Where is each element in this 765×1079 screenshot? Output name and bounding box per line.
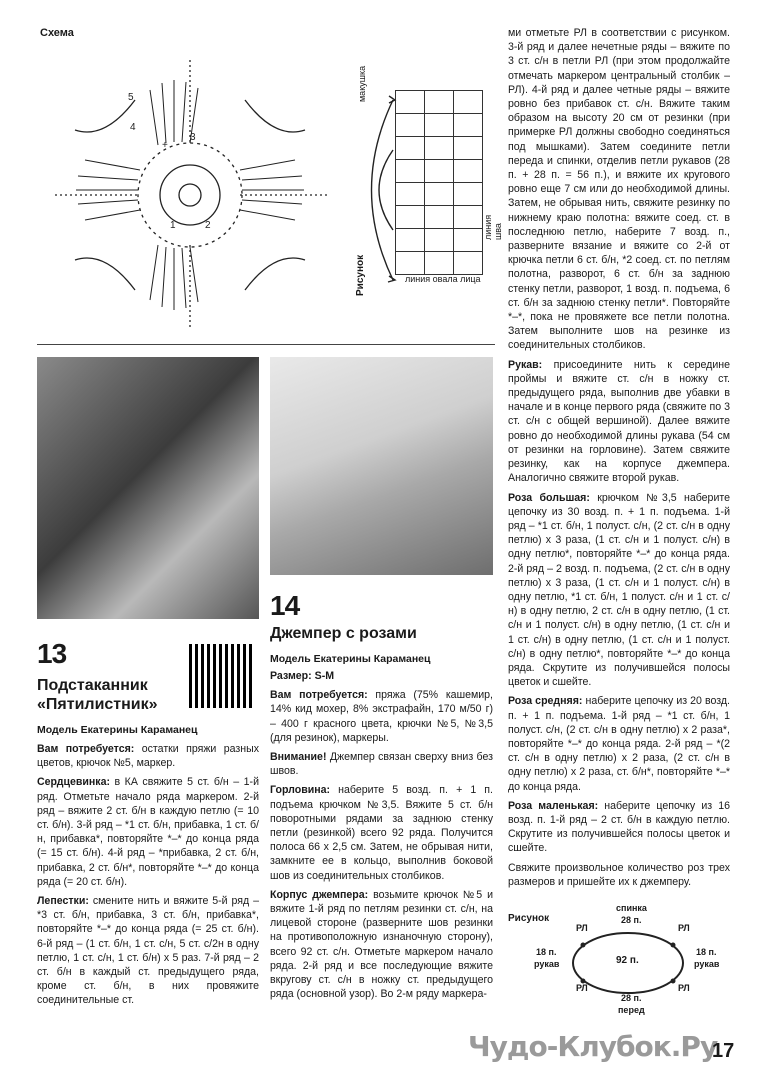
- rl-top-right: РЛ: [678, 923, 690, 933]
- crochet-schema-diagram: [40, 30, 340, 335]
- sleeve-label: Рукав:: [508, 358, 543, 371]
- coaster-photo: [37, 357, 259, 619]
- watermark: Чудо-Клубок.Ру: [468, 1030, 718, 1063]
- rose-small-text: наберите цепочку из 16 возд. п. 1-й ряд – 2 ст. б/н в каждую петлю. Скрутите из получившейся полосы цветок и сшейте.: [508, 799, 730, 855]
- qr-code[interactable]: [189, 644, 253, 708]
- rose-small-paragraph: [508, 799, 730, 856]
- article-13-core-text: в КА свяжите 5 ст. б/н – 1-й ряд. Отметьте начало ряда маркером. 2-й ряд – вяжите 2 ст. б/н в каждую петлю (= 10 ст. б/н). 3-й ряд – *1 ст. б/н, прибавка, 1 ст. б/н, прибавка*, повторяйте *–* до конца ряда (= 15 ст. б/н). 4-й ряд – *прибавка, 2 ст. б/н, прибавка, 2 ст. б/н*, повторяйте *–* до конца ряда (= 20 ст. б/н).: [37, 776, 259, 888]
- article-13: [37, 638, 259, 1013]
- oval-bottom-count: 28 п.: [621, 993, 642, 1003]
- svg-text:4: 4: [130, 122, 136, 133]
- oval-bottom-label: перед: [618, 1005, 645, 1015]
- article-13-petals: [37, 894, 259, 1008]
- pattern-grid-figure: [345, 60, 503, 340]
- article-14-needs-text: пряжа (75% кашемир, 14% кид мохер, 8% экстрафайн, 170 м/50 г) – 400 г красного цвета, крючки №5, №3,5 (для резинок), маркеры.: [270, 689, 494, 744]
- article-14-number: 14: [270, 590, 300, 621]
- article-14-needs-label: Вам потребуется:: [270, 689, 368, 702]
- sleeve-paragraph: [508, 358, 730, 486]
- article-13-number: 13: [37, 638, 67, 669]
- rl-top-left: РЛ: [576, 923, 588, 933]
- rose-big-paragraph: [508, 491, 730, 690]
- article-14-body-label: Корпус джемпера:: [270, 888, 369, 901]
- article-14-size-value: S-M: [314, 670, 335, 682]
- rl-bottom-left: РЛ: [576, 983, 588, 993]
- article-14: [270, 590, 493, 1006]
- article-13-title: Подстаканник «Пятилистник»: [37, 677, 158, 713]
- svg-text:1: 1: [170, 220, 176, 231]
- sleeve-text: присоедините нить к середине проймы и вяжите ст. с/н в ножку ст. предыдущего ряда, выполнив две убавки в начале и в конце первого ряда (свяжите по 3 ст. с/н с общей вершиной). Далее вяжите ровно до необходимой длины рукава (54 см от резинки на горловине). Затем свяжите резинку, как на корпусе джемпера. Аналогично свяжите второй рукав.: [508, 358, 730, 485]
- rose-mid-text: наберите цепочку из 20 возд. п. + 1 п. подъема. 1-й ряд – *1 ст. б/н, 1 полуст. с/н, (2 ст. с/н в одну петлю) х 2 раза*, повторяйте *–* до конца ряда. 2-й ряд – *(2 ст. с/н в одну петлю) х 2 раза, (2 ст. с/н в одну петлю) х 2 раза, ст. б/н*, повторяйте *–* до конца ряда.: [508, 695, 730, 793]
- article-14-title: Джемпер с розами: [270, 625, 417, 642]
- oval-top-count: 28 п.: [621, 915, 642, 925]
- rose-mid-paragraph: [508, 694, 730, 793]
- oval-right-label: рукав: [694, 959, 720, 969]
- page-number: 17: [712, 1040, 735, 1062]
- svg-text:3: 3: [190, 132, 196, 143]
- article-14-attention-text: Джемпер связан сверху вниз без швов.: [270, 751, 493, 778]
- article-14-size: [270, 669, 493, 683]
- article-14-neck-text: наберите 5 возд. п. + 1 п. подъема крючком №3,5. Вяжите 5 ст. б/н поворотными рядами за заднюю стенку петли (резинкой) всего 92 ряда. Получится полоса 66 х 2,5 см. Затем, не обрывая нити, замкните ее в кольцо, выполнив боковой шов из соединительных столбиков.: [270, 784, 493, 882]
- right-column: [508, 26, 730, 894]
- jumper-photo: [270, 357, 493, 575]
- article-14-size-label: Размер:: [270, 670, 312, 682]
- label-oval: линия овала лица: [405, 274, 481, 284]
- article-13-model: Модель Екатерины Караманец: [37, 724, 198, 736]
- article-13-core-label: Сердцевинка:: [37, 776, 111, 789]
- article-14-body: [270, 888, 493, 1002]
- arrow-curve-icon: [345, 90, 400, 290]
- rl-bottom-right: РЛ: [678, 983, 690, 993]
- oval-center-count: 92 п.: [616, 955, 639, 966]
- schema-label: Схема: [40, 27, 74, 39]
- oval-right-count: 18 п.: [696, 947, 717, 957]
- article-14-neck: [270, 783, 493, 882]
- article-13-needs-text: остатки пряжи разных цветов, крючок №5, маркер.: [37, 743, 260, 770]
- section-divider: [37, 344, 495, 345]
- rose-mid-label: Роза средняя:: [508, 695, 583, 708]
- oval-left-count: 18 п.: [536, 947, 557, 957]
- rose-big-text: крючком №3,5 наберите цепочку из 30 возд. п. + 1 п. подъема. 1-й ряд – *1 ст. б/н, 1 полуст. с/н, (2 ст. с/н в одну петлю) х 3 раза, (1 ст. с/н и 1 полуст. с/н) в одну петлю*, повторяйте *–* до конца ряда. 2-й ряд – 2 возд. п. подъема, (2 ст. с/н в одну петлю) х 3 раза, (1 ст. с/н и 1 полуст. с/н) в одну петлю, *1 ст. б/н, 1 полуст. с/н и 1 ст. с/н) в одну петлю, 2 ст. с/н в одну петлю, (1 ст. с/н и 1 полуст. с/н) в одну петлю, (1 ст. с/н и 1 ст. с/н) в одну петлю, (1 ст. с/н и 1 полуст. с/н) в одну петлю*, повторяйте *–* до конца ряда. Скрутите из получившейся полосы цветок и сшейте.: [508, 491, 730, 689]
- label-seam: линия шва: [483, 214, 503, 240]
- article-14-needs: [270, 688, 493, 745]
- label-drawing: Рисунок: [355, 254, 366, 296]
- oval-left-label: рукав: [534, 959, 560, 969]
- closing-paragraph: Свяжите произвольное количество роз трех размеров и пришейте их к джемперу.: [508, 861, 730, 888]
- oval-diagram-label: Рисунок: [508, 913, 550, 924]
- oval-top-label: спинка: [616, 903, 647, 913]
- article-14-model: Модель Екатерины Караманец: [270, 653, 431, 665]
- article-14-attention-label: Внимание!: [270, 751, 327, 764]
- article-13-core: [37, 775, 259, 889]
- article-13-petals-text: смените нить и вяжите 5-й ряд – *3 ст. б/н, прибавка, 3 ст. б/н, прибавка*, повторяйте *–* до конца ряда (= 25 ст. б/н). 6-й ряд – (1 ст. б/н, 1 ст. с/н, 5 ст. с/2н в одну петлю, 1 ст. с/н, 1 ст. б/н) х 5 раз. 7-й ряд – 2 ст. б/н в каждый ст. предыдущего ряда, кроме ст. б/н, в них провяжите соединительные ст.: [37, 895, 260, 1007]
- article-14-neck-label: Горловина:: [270, 784, 331, 797]
- article-13-needs: [37, 742, 259, 770]
- svg-text:5: 5: [128, 92, 134, 103]
- article-14-body-text: возьмите крючок №5 и вяжите 1-й ряд по петлям резинки ст. с/н, на лицевой стороне (разверните шов резинки на противоположную изнаночную сторону), всего 92 ст. с/н. Отметьте маркером начало ряда. 2-й ряд и все последующие вяжите вкругову ст. с/н в ножку ст. предыдущего ряда (основной узор). Во 2-м ряду маркера-: [270, 888, 493, 1001]
- svg-text:2: 2: [205, 220, 211, 231]
- article-13-petals-label: Лепестки:: [37, 895, 89, 908]
- rose-small-label: Роза маленькая:: [508, 799, 599, 812]
- article-13-needs-label: Вам потребуется:: [37, 743, 135, 755]
- oval-diagram: [508, 905, 733, 1020]
- pattern-grid: [395, 90, 483, 275]
- article-14-attention: [270, 750, 493, 778]
- svg-text:+: +: [162, 140, 168, 151]
- rose-big-label: Роза большая:: [508, 491, 590, 504]
- rows-paragraph: ми отметьте РЛ в соответствии с рисунком. 3-й ряд и далее нечетные ряды – вяжите по 3 ст. с/н в петли РЛ (при этом продолжайте отмечать маркером центральный столбик – РЛ). 4-й ряд и далее четные ряды – вяжите ровно без прибавок ст. с/н. Вяжите таким образом на высоту 20 см от резинки (при примерке РЛ должны свободно соединяться под мышками). Затем соедините петли переда и спинки, отделив петли рукавов (28 п. + 28 п. = 56 п.), и вяжите их кругового ровно еще 7 см или до необходимой длины. Затем, не обрывая нить, свяжите резинку по нижнему краю полотна: вяжите соед. ст. в последнюю петлю, наберите 7 возд. п., развернитe вязание и вяжите со 2-й от крючка петли 6 ст. б/н, *2 соед. ст. по петлям полотна, разворот, 6 ст. б/н за заднюю стенку петли, разворот, 1 возд. п. подъема, 6 ст. б/н за заднюю стенку петли*. Повторяйте *–*, пока не провяжете все петли полотна. Затем выполните шов на резинке из соединительных столбиков.: [508, 27, 730, 352]
- label-top: макушка: [357, 65, 367, 102]
